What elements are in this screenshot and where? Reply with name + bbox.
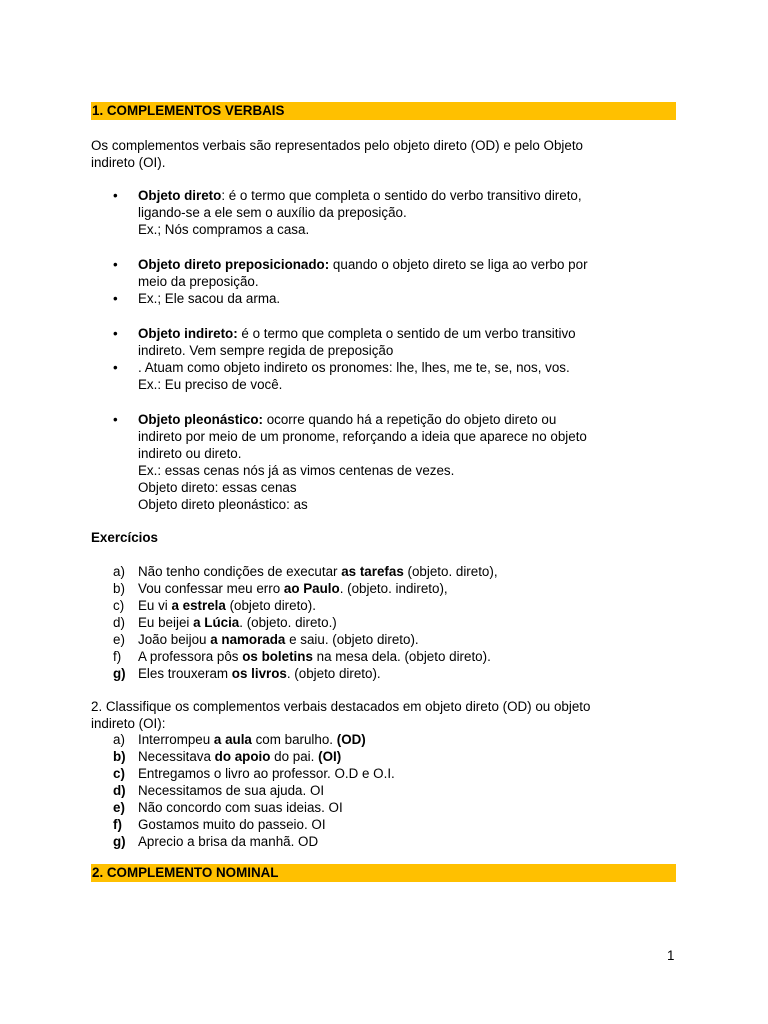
item-text: Necessitava do apoio do pai. (OI) [138,749,342,764]
bullet-icon: • [113,257,118,272]
bullet-icon: • [113,326,118,341]
item-letter: e) [113,800,125,815]
example-line: Ex.: essas cenas nós já as vimos centenas de vezes. [138,463,455,478]
definition-text: quando o objeto direto se liga ao verbo por [329,257,588,272]
definition-line: meio da preposição. [138,274,259,289]
bullet-objeto-indireto [138,325,678,359]
bullet-icon: • [113,188,118,203]
term-objeto-indireto: Objeto indireto: [138,326,238,341]
example-line: Ex.: Eu preciso de você. [138,377,283,392]
question-2-intro [91,698,691,732]
item-text: Interrompeu a aula com barulho. (OD) [138,732,366,747]
bullet-objeto-pleonastico [138,411,678,513]
exercicios-title: Exercícios [91,530,158,545]
item-text: Aprecio a brisa da manhã. OD [138,834,319,849]
section-heading-complemento-nominal: 2. COMPLEMENTO NOMINAL [91,864,676,882]
definition-text: é o termo que completa o sentido de um verbo transitivo [237,326,576,341]
question-line: 2. Classifique os complementos verbais destacados em objeto direto (OD) ou objeto [91,699,591,714]
item-text: João beijou a namorada e saiu. (objeto direto). [138,632,419,647]
bullet-icon: • [113,291,118,306]
intro-line-2: indireto (OI). [91,155,166,170]
term-objeto-direto: Objeto direto [138,188,222,203]
item-letter: g) [113,666,126,681]
item-letter: b) [113,581,125,596]
item-text: Não tenho condições de executar as tarefas (objeto. direto), [138,564,498,579]
intro-line-1: Os complementos verbais são representados pelo objeto direto (OD) e pelo Objeto [91,138,583,153]
section-heading-complementos-verbais: 1. COMPLEMENTOS VERBAIS [91,102,676,120]
item-text: A professora pôs os boletins na mesa dela. (objeto direto). [138,649,491,664]
item-letter: f) [113,649,122,664]
intro-paragraph [91,137,691,171]
item-letter: f) [113,817,122,832]
item-text: Vou confessar meu erro ao Paulo. (objeto. indireto), [138,581,448,596]
item-letter: c) [113,598,125,613]
bullet-icon: • [113,360,118,375]
item-letter: b) [113,749,126,764]
item-text: Gostamos muito do passeio. OI [138,817,326,832]
item-letter: d) [113,615,125,630]
definition-line: indireto. Vem sempre regida de preposição [138,343,394,358]
definition-text: ocorre quando há a repetição do objeto direto ou [263,412,557,427]
pronomes-line: . Atuam como objeto indireto os pronomes: lhe, lhes, me te, se, nos, vos. [138,360,570,375]
bullet-pronomes [138,359,678,393]
item-letter: g) [113,834,126,849]
page-number: 1 [667,948,675,963]
bullet-example-arma: Ex.; Ele sacou da arma. [138,291,281,306]
definition-line: indireto por meio de um pronome, reforçando a ideia que aparece no objeto [138,429,587,444]
example-line: Objeto direto: essas cenas [138,480,297,495]
bullet-objeto-direto [138,187,678,238]
definition-line: indireto ou direto. [138,446,242,461]
definition-text: : é o termo que completa o sentido do verbo transitivo direto, [221,188,582,203]
item-text: Eu vi a estrela (objeto direto). [138,598,316,613]
item-text: Não concordo com suas ideias. OI [138,800,343,815]
term-objeto-direto-preposicionado: Objeto direto preposicionado: [138,257,330,272]
example-line: Ex.; Nós compramos a casa. [138,222,310,237]
item-text: Entregamos o livro ao professor. O.D e O.I. [138,766,395,781]
item-text: Eles trouxeram os livros. (objeto direto). [138,666,381,681]
bullet-icon: • [113,412,118,427]
item-letter: e) [113,632,125,647]
item-text: Eu beijei a Lúcia. (objeto. direto.) [138,615,337,630]
item-letter: d) [113,783,126,798]
item-text: Necessitamos de sua ajuda. OI [138,783,325,798]
term-objeto-pleonastico: Objeto pleonástico: [138,412,263,427]
bullet-objeto-direto-preposicionado [138,256,678,290]
item-letter: a) [113,564,125,579]
definition-line: ligando-se a ele sem o auxílio da preposição. [138,205,407,220]
example-line: Objeto direto pleonástico: as [138,497,308,512]
item-letter: a) [113,732,125,747]
item-letter: c) [113,766,125,781]
question-line: indireto (OI): [91,716,166,731]
